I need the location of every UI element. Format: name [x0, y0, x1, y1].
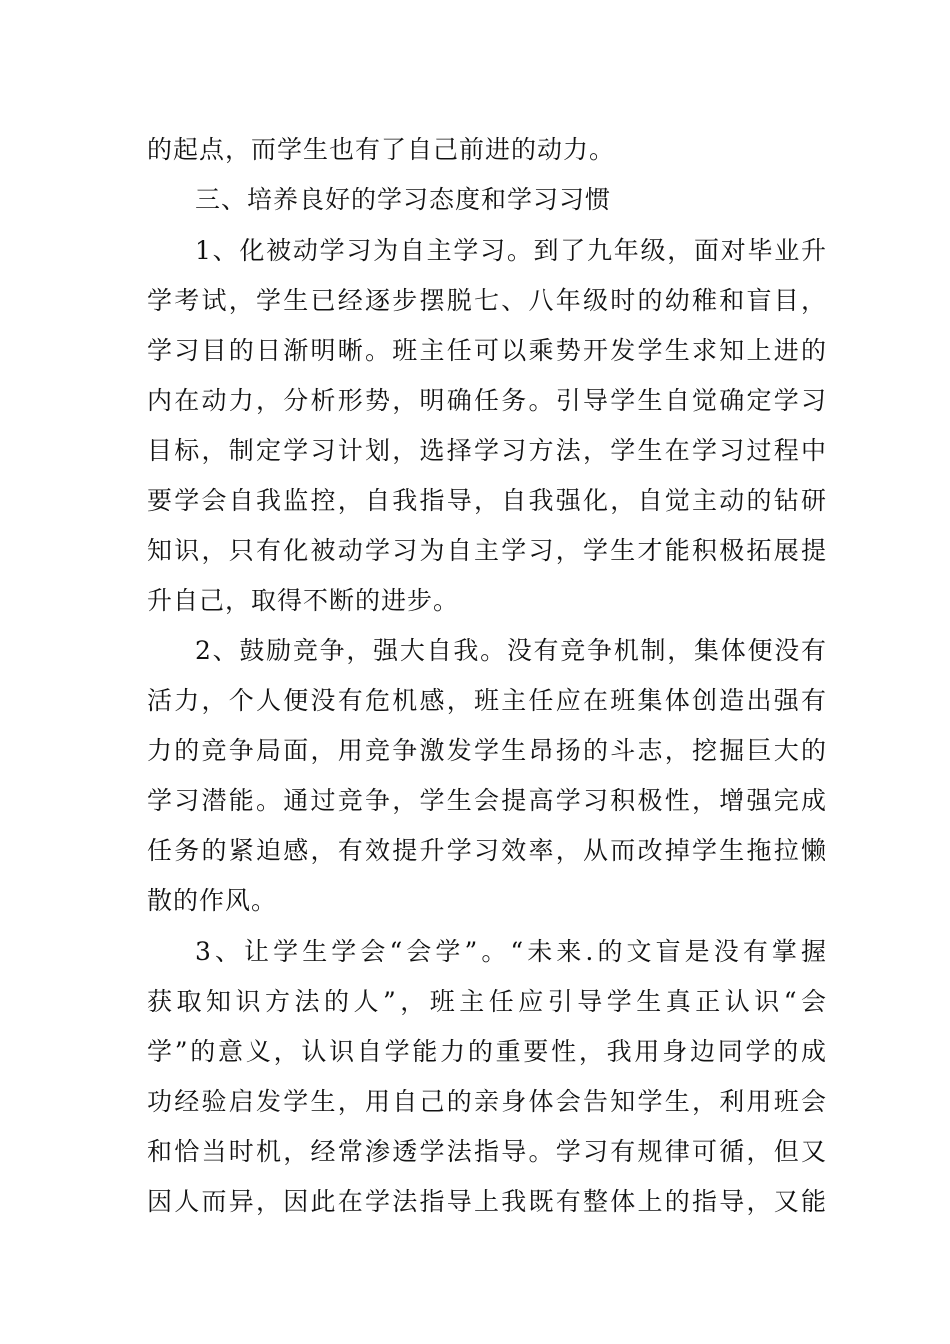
text-line-1: 的起点，而学生也有了自己前进的动力。	[147, 135, 616, 164]
text-line-7: 目标，制定学习计划，选择学习方法，学生在学习过程中	[147, 436, 827, 465]
text-line-12: 活力，个人便没有危机感，班主任应在班集体创造出强有	[147, 686, 827, 715]
text-line-11: 2、鼓励竞争，强大自我。没有竞争机制，集体便没有	[195, 636, 827, 665]
text-line-5: 学习目的日渐明晰。班主任可以乘势开发学生求知上进的	[147, 336, 827, 365]
text-line-8: 要学会自我监控，自我指导，自我强化，自觉主动的钻研	[147, 486, 827, 515]
text-line-22: 因人而异，因此在学法指导上我既有整体上的指导，又能	[147, 1187, 827, 1216]
text-line-6: 内在动力，分析形势，明确任务。引导学生自觉确定学习	[147, 386, 827, 415]
text-line-13: 力的竞争局面，用竞争激发学生昂扬的斗志，挖掘巨大的	[147, 736, 827, 765]
text-line-9: 知识，只有化被动学习为自主学习，学生才能积极拓展提	[147, 536, 827, 565]
text-line-3: 1、化被动学习为自主学习。到了九年级，面对毕业升	[195, 236, 827, 265]
text-line-19: 学”的意义，认识自学能力的重要性，我用身边同学的成	[147, 1037, 827, 1066]
text-line-14: 学习潜能。通过竞争，学生会提高学习积极性，增强完成	[147, 786, 827, 815]
text-line-21: 和恰当时机，经常渗透学法指导。学习有规律可循，但又	[147, 1137, 827, 1166]
text-line-20: 功经验启发学生，用自己的亲身体会告知学生，利用班会	[147, 1087, 827, 1116]
text-line-16: 散的作风。	[147, 886, 278, 915]
text-line-15: 任务的紧迫感，有效提升学习效率，从而改掉学生拖拉懒	[147, 836, 827, 865]
text-line-4: 学考试，学生已经逐步摆脱七、八年级时的幼稚和盲目，	[147, 286, 827, 315]
text-line-18: 获取知识方法的人”，班主任应引导学生真正认识“会	[147, 987, 827, 1016]
text-line-17: 3、让学生学会“会学”。“未来.的文盲是没有掌握	[195, 937, 827, 966]
text-line-10: 升自己，取得不断的进步。	[147, 586, 460, 615]
section-heading: 三、培养良好的学习态度和学习习惯	[195, 185, 612, 214]
